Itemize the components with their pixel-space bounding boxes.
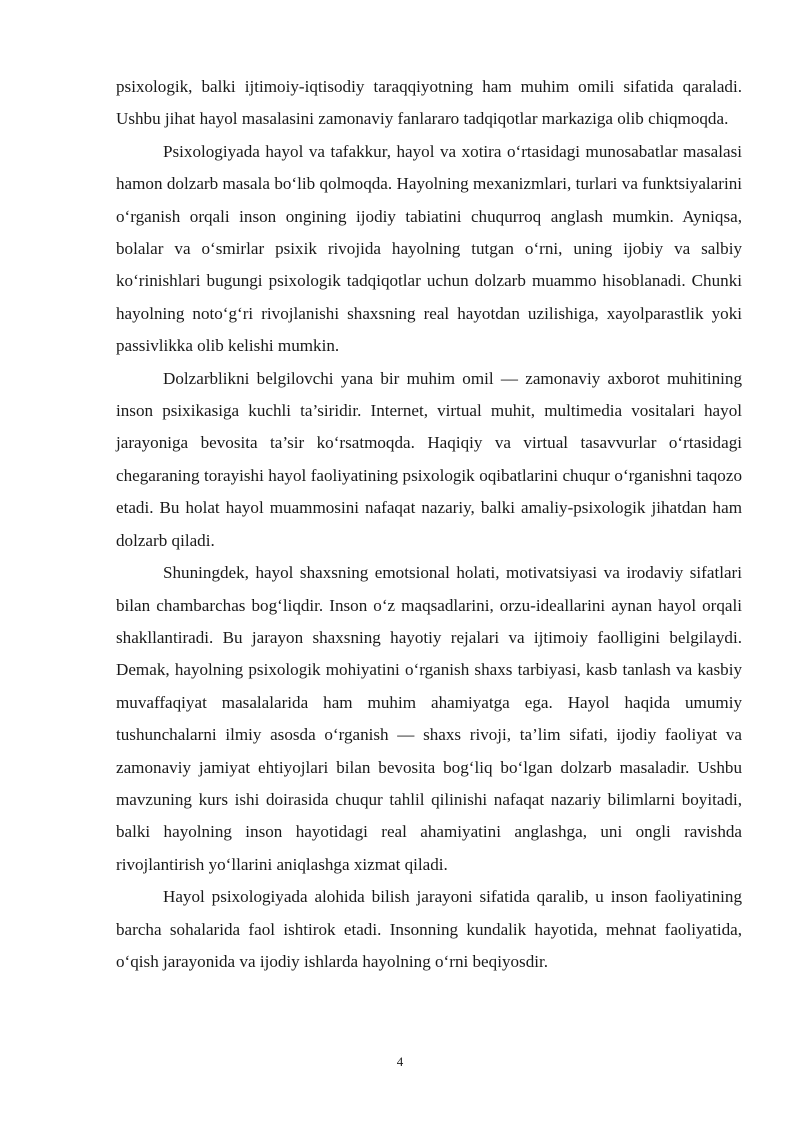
paragraph-continuation: psixologik, balki ijtimoiy-iqtisodiy taraqqiyotning ham muhim omili sifatida qaraladi. Ushbu jihat hayol masalasini zamonaviy fanlararo tadqiqotlar markaziga olib chiqmoqda. — [116, 77, 742, 129]
page-number: 4 — [396, 1054, 404, 1069]
document-page — [116, 71, 742, 978]
paragraph-cognitive-process: Hayol psixologiyada alohida bilish jarayoni sifatida qaralib, u inson faoliyatining barcha sohalarida faol ishtirok etadi. Insonning kundalik hayotida, mehnat faoliyatida, o‘qish jarayonida va ijodiy ishlarda hayolning o‘rni beqiyosdir. — [116, 887, 742, 971]
paragraph-emotional-motivation: Shuningdek, hayol shaxsning emotsional holati, motivatsiyasi va irodaviy sifatlari bilan chambarchas bog‘liqdir. Inson o‘z maqsadlarini, orzu-ideallarini aynan hayol orqali shakllantiradi. Bu jarayon shaxsning hayotiy rejalari va ijtimoiy faolligini belgilaydi. Demak, hayolning psixologik mohiyatini o‘rganish shaxs tarbiyasi, kasb tanlash va kasbiy muvaffaqiyat masalalarida ham muhim ahamiyatga ega. Hayol haqida umumiy tushunchalarni ilmiy asosda o‘rganish — shaxs rivoji, ta’lim sifati, ijodiy faoliyat va zamonaviy jamiyat ehtiyojlari bilan bevosita bog‘liq bo‘lgan dolzarb masaladir. Ushbu mavzuning kurs ishi doirasida chuqur tahlil qilinishi nafaqat nazariy bilimlarni boyitadi, balki hayolning inson hayotidagi real ahamiyatini anglashga, uni ongli ravishda rivojlantirish yo‘llarini aniqlashga xizmat qiladi. — [116, 563, 742, 874]
paragraph-information-environment: Dolzarblikni belgilovchi yana bir muhim omil — zamonaviy axborot muhitining inson psixikasiga kuchli ta’siridir. Internet, virtual muhit, multimedia vositalari hayol jarayoniga bevosita ta’sir ko‘rsatmoqda. Haqiqiy va virtual tasavvurlar o‘rtasidagi chegaraning torayishi hayol faoliyatining psixologik oqibatlarini chuqur o‘rganishni taqozo etadi. Bu holat hayol muammosini nafaqat nazariy, balki amaliy-psixologik jihatdan ham dolzarb qiladi. — [116, 368, 742, 550]
paragraph-imagination-thinking-memory: Psixologiyada hayol va tafakkur, hayol va xotira o‘rtasidagi munosabatlar masalasi hamon dolzarb masala bo‘lib qolmoqda. Hayolning mexanizmlari, turlari va funktsiyalarini o‘rganish orqali inson ongining ijodiy tabiatini chuqurroq anglash mumkin. Ayniqsa, bolalar va o‘smirlar psixik rivojida hayolning tutgan o‘rni, uning ijobiy va salbiy ko‘rinishlari bugungi psixologik tadqiqotlar uchun dolzarb muammo hisoblanadi. Chunki hayolning noto‘g‘ri rivojlanishi shaxsning real hayotdan uzilishiga, xayolparastlik yoki passivlikka olib kelishi mumkin. — [116, 141, 742, 356]
